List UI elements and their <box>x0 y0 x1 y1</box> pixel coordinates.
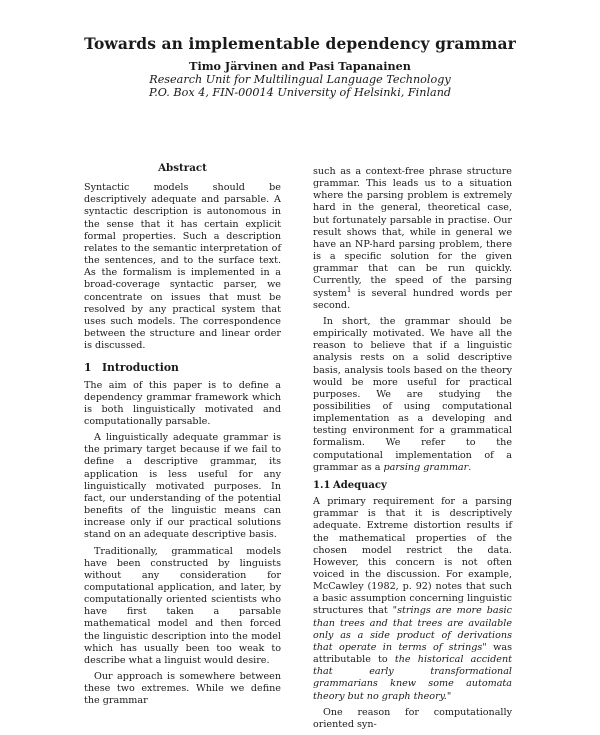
quotation: "strings are more basic than trees and that trees are available only as a side product of derivations that operate in terms of strings" <box>313 605 512 653</box>
left-column <box>84 162 281 712</box>
text-run: such as a context-free phrase structure grammar. This leads us to a situation where the parsing problem is extremely hard in the general, theoretical case, but fortunately parsable in practise. Our result shows that, while in general we have an NP-hard parsing problem, there is a specific solution for the given grammar that can be run quickly. Currently, the speed of the parsing system <box>313 166 512 299</box>
section-heading-introduction <box>84 362 281 374</box>
abstract-text: Syntactic models should be descriptively adequate and parsable. A syntactic description is autonomous in the sense that it has certain explicit formal properties. Such a description relates to the semantic interpretation of the sentences, and to the surface text. As the formalism is implemented in a broad-coverage syntactic parser, we concentrate on issues that must be resolved by any practical system that uses such models. The correspondence between the structure and linear order is discussed. <box>84 182 281 352</box>
text-run: . <box>468 461 472 473</box>
section-title: Introduction <box>102 361 179 375</box>
paragraph: Our approach is somewhere between these two extremes. While we define the grammar <box>84 671 281 707</box>
subsection-number: 1.1 <box>313 479 331 491</box>
paragraph <box>313 496 512 703</box>
subsection-heading-adequacy <box>313 480 512 492</box>
paragraph: Traditionally, grammatical models have been constructed by linguists without any consideration for computational application, and later, by computationally oriented scientists who have first taken a parsable mathematical model and then forced the linguistic description into the model which has usually been too weak to describe what a linguist would desire. <box>84 545 281 666</box>
paragraph: The aim of this paper is to define a dependency grammar framework which is both linguistically motivated and computationally parsable. <box>84 379 281 427</box>
emphasis: parsing grammar <box>383 461 469 473</box>
paragraph <box>313 166 512 312</box>
text-run: A primary requirement for a parsing grammar is that it is descriptively adequate. Extreme distortion results if the mathematical properties of the chosen model restrict the data. However, this concern is not often voiced in the discussion. For example, McCawley (1982, p. 92) notes that such a basic assumption concerning linguistic structures that <box>313 496 512 617</box>
text-run: " <box>446 690 452 702</box>
section-number: 1 <box>84 361 92 375</box>
abstract-heading: Abstract <box>158 162 207 174</box>
paragraph <box>313 316 512 474</box>
paragraph: A linguistically adequate grammar is the primary target because if we fail to define a descriptive grammar, its application is less useful for any linguistically motivated purposes. In fact, our understanding of the potential benefits of the linguistic means can increase only if our practical solutions stand on an adequate descriptive basis. <box>84 432 281 541</box>
right-column <box>313 166 512 735</box>
author-names: Timo Järvinen and Pasi Tapanainen <box>189 59 411 73</box>
paper-title: Towards an implementable dependency grammar <box>84 34 516 53</box>
text-run: In short, the grammar should be empirically motivated. We have all the reason to believe that if a linguistic analysis rests on a solid descriptive basis, analysis tools based on the theory would be more useful for practical purposes. We are studying the possibilities of using computational implementation as a developing and testing environment for a grammatical formalism. We refer to the computational implementation of a grammar as a <box>313 315 512 473</box>
affiliation: Research Unit for Multilingual Language Technology <box>149 73 451 86</box>
paragraph: One reason for computationally oriented syn- <box>313 706 512 730</box>
quotation: the historical accident that early transformational grammarians knew some automata theory but no graph theory. <box>313 654 512 702</box>
author-block <box>0 60 600 99</box>
text-run: is several hundred words per second. <box>313 287 512 311</box>
address: P.O. Box 4, FIN-00014 University of Helsinki, Finland <box>148 86 452 99</box>
subsection-title: Adequacy <box>333 479 387 491</box>
footnote-marker: 1 <box>346 285 352 294</box>
text-run: was attributable to <box>313 641 513 666</box>
